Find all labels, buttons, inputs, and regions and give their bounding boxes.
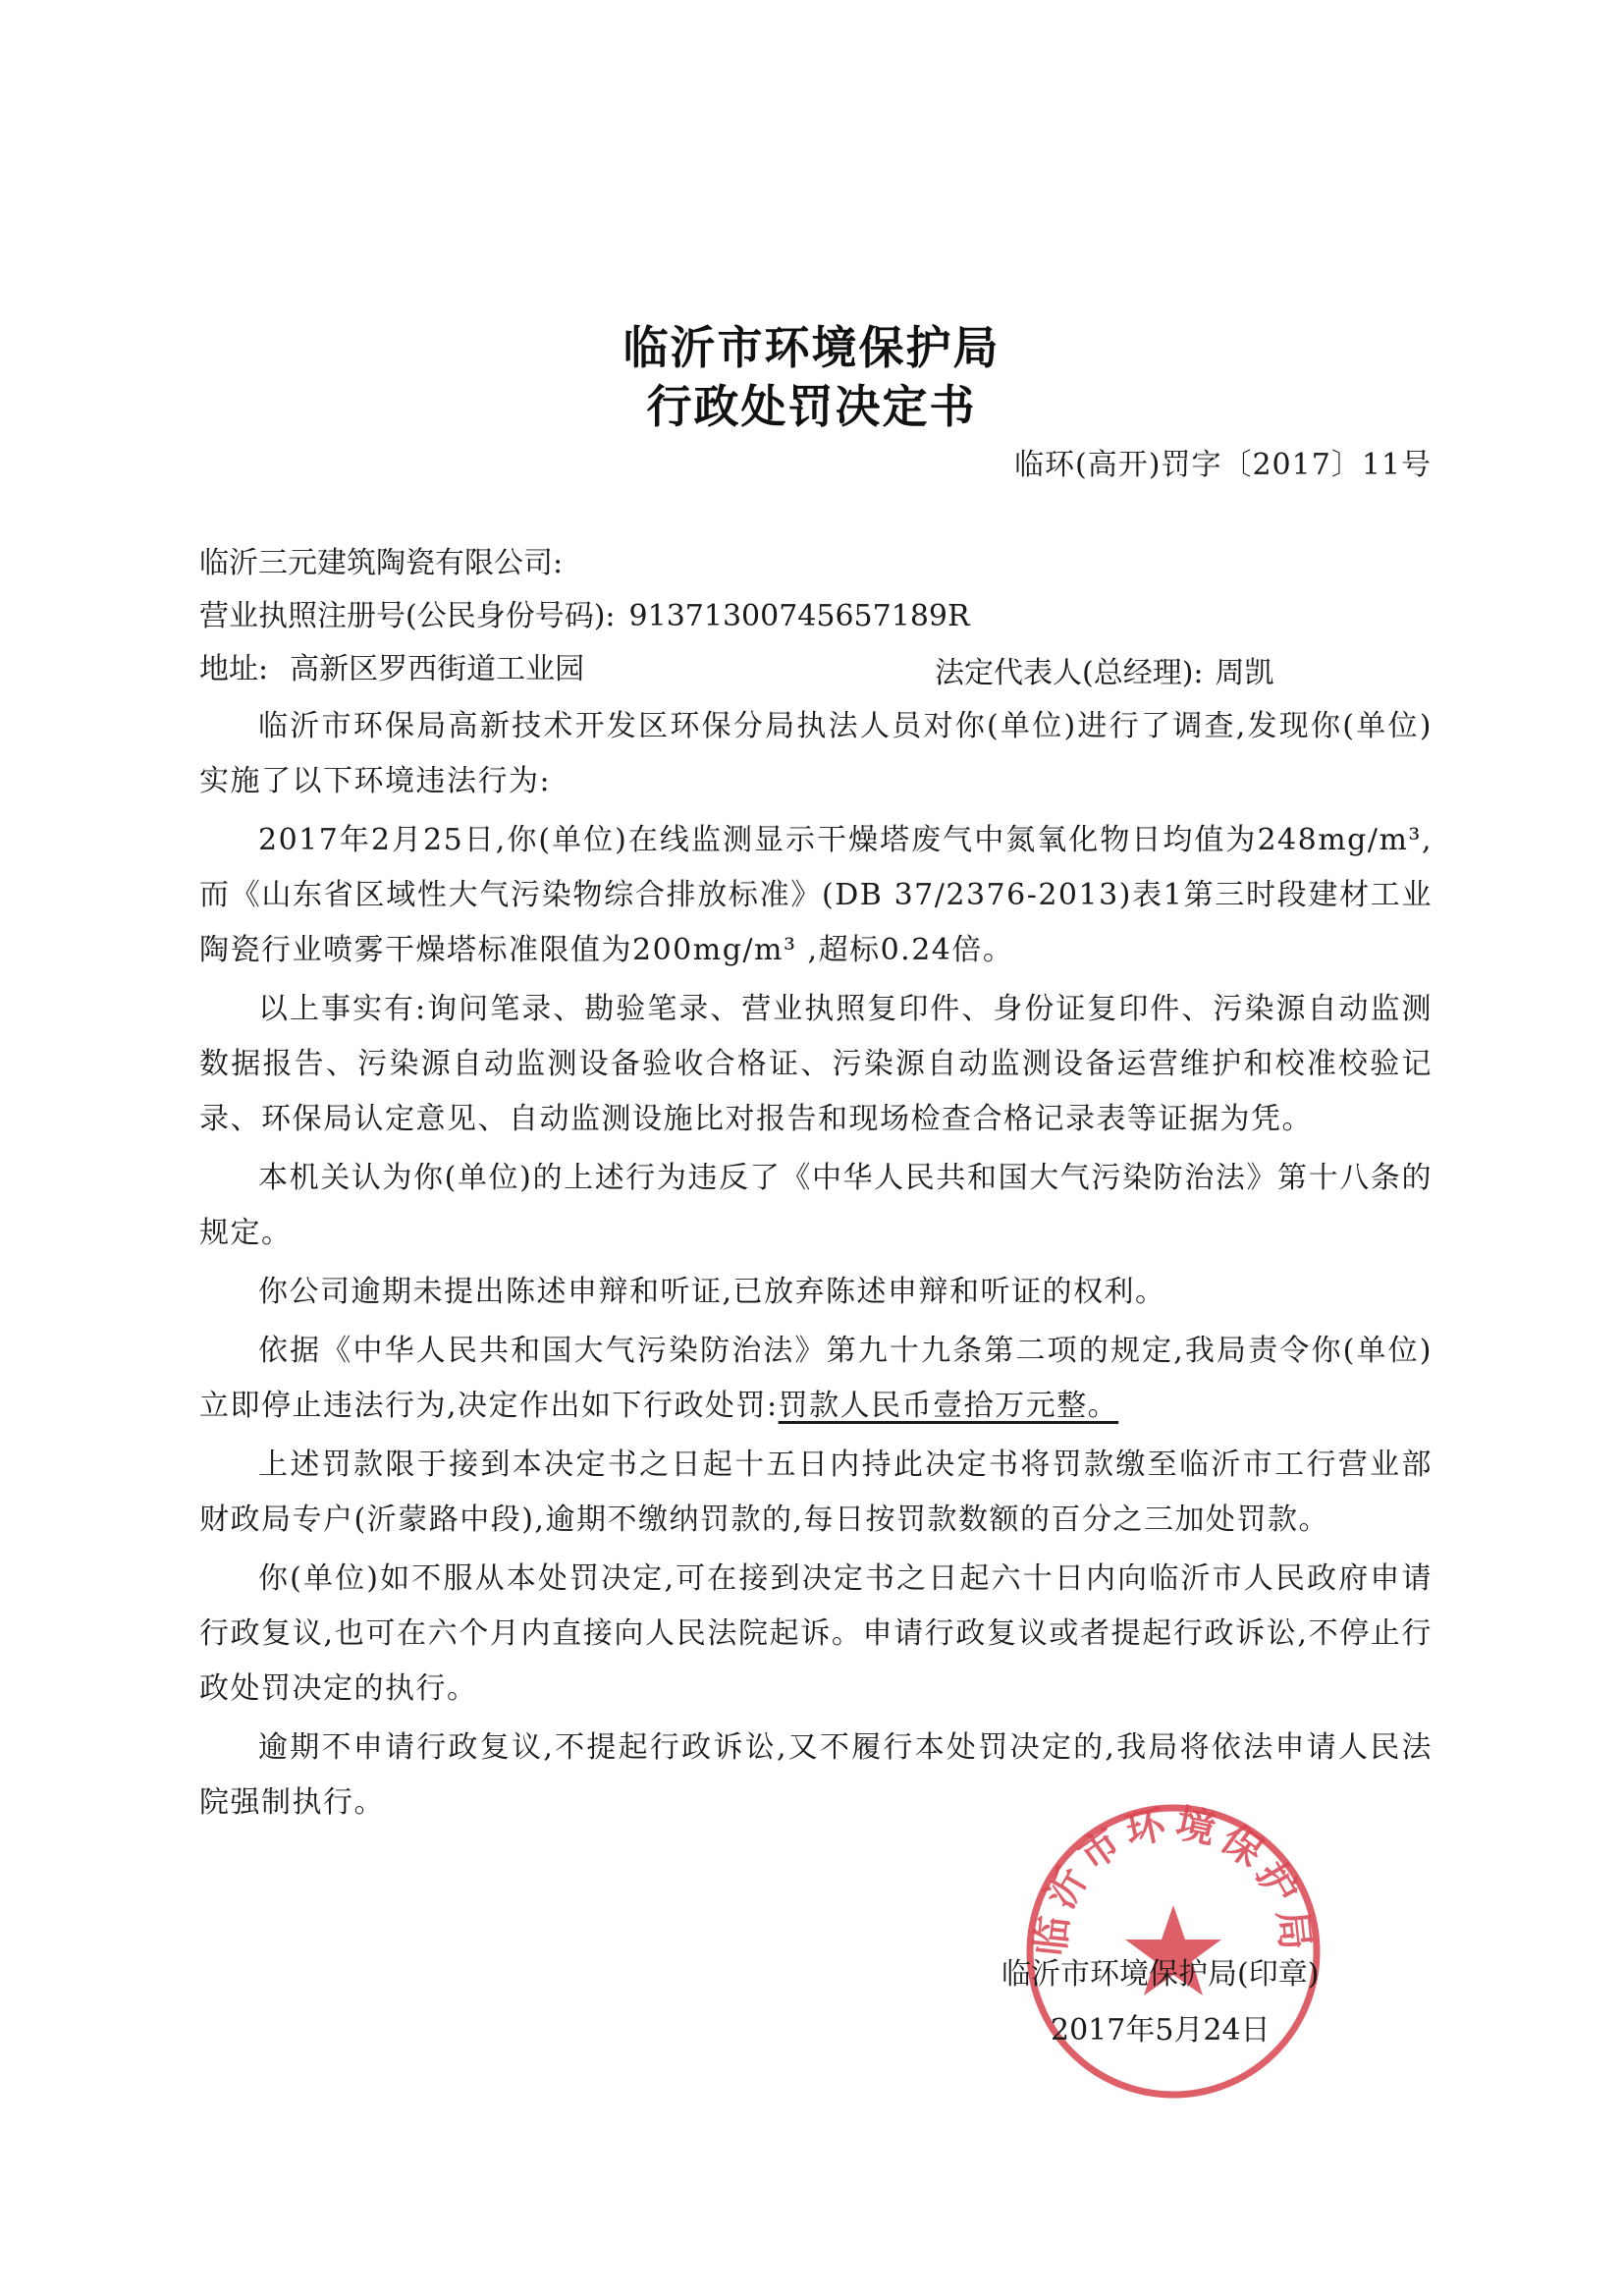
- decision-body: [199, 699, 1433, 1831]
- penalty-basis: 依据《中华人民共和国大气污染防治法》第九十九条第二项的规定,我局责令你(单位)立即停止违法行为,决定作出如下行政处罚:: [199, 1334, 1433, 1423]
- address-row: [199, 644, 584, 687]
- waiver-paragraph: 你公司逾期未提出陈述申辩和听证,已放弃陈述申辩和听证的权利。: [258, 1275, 1166, 1309]
- enforcement-paragraph: 逾期不申请行政复议,不提起行政诉讼,又不履行本处罚决定的,我局将依法申请人民法院强制执行。: [199, 1730, 1433, 1820]
- issue-date: 2017年5月24日: [1051, 2013, 1271, 2048]
- license-value: 91371300745657189R: [628, 599, 970, 633]
- svg-text:临沂市环境保护局: 临沂市环境保护局: [1028, 1800, 1319, 1958]
- party-name: 临沂三元建筑陶瓷有限公司:: [199, 546, 564, 580]
- legal-basis-paragraph: 本机关认为你(单位)的上述行为违反了《中华人民共和国大气污染防治法》第十八条的规定。: [199, 1161, 1433, 1250]
- document-number: 临环(高开)罚字〔2017〕11号: [1014, 448, 1432, 482]
- appeal-paragraph: 你(单位)如不服从本处罚决定,可在接到决定书之日起六十日内向临沂市人民政府申请行政复议,也可在六个月内直接向人民法院起诉。申请行政复议或者提起行政诉讼,不停止行政处罚决定的执行。: [199, 1561, 1433, 1706]
- address-label: 地址:: [199, 652, 269, 686]
- address-value: 高新区罗西街道工业园: [290, 652, 585, 686]
- license-row: [199, 591, 970, 634]
- violation-paragraph: 2017年2月25日,你(单位)在线监测显示干燥塔废气中氮氧化物日均值为248mg/m³,而《山东省区域性大气污染物综合排放标准》(DB 37/2376-2013)表1第三时段建材工业陶瓷行业喷雾干燥塔标准限值为200mg/m³ ,超标0.24倍。: [199, 823, 1433, 967]
- penalty-paragraph: [199, 1324, 1433, 1434]
- issuer-signature: 临沂市环境保护局(印章): [1001, 1957, 1320, 1992]
- license-label: 营业执照注册号(公民身份号码):: [199, 599, 616, 633]
- representative-value: 周凯: [1215, 656, 1274, 690]
- representative-label: 法定代表人(总经理):: [935, 656, 1204, 690]
- payment-paragraph: 上述罚款限于接到本决定书之日起十五日内持此决定书将罚款缴至临沂市工行营业部财政局专户(沂蒙路中段),逾期不缴纳罚款的,每日按罚款数额的百分之三加处罚款。: [199, 1448, 1433, 1537]
- penalty-amount: 罚款人民币壹拾万元整。: [778, 1389, 1119, 1423]
- evidence-paragraph: 以上事实有:询问笔录、勘验笔录、营业执照复印件、身份证复印件、污染源自动监测数据报告、污染源自动监测设备验收合格证、污染源自动监测设备运营维护和校准校验记录、环保局认定意见、自动监测设施比对报告和现场检查合格记录表等证据为凭。: [199, 992, 1433, 1136]
- investigation-paragraph: 临沂市环保局高新技术开发区环保分局执法人员对你(单位)进行了调查,发现你(单位)实施了以下环境违法行为:: [199, 709, 1433, 798]
- document-title-line2: 行政处罚决定书: [646, 380, 977, 433]
- document-title-line1: 临沂市环境保护局: [622, 321, 1001, 374]
- representative-row: [935, 648, 1274, 691]
